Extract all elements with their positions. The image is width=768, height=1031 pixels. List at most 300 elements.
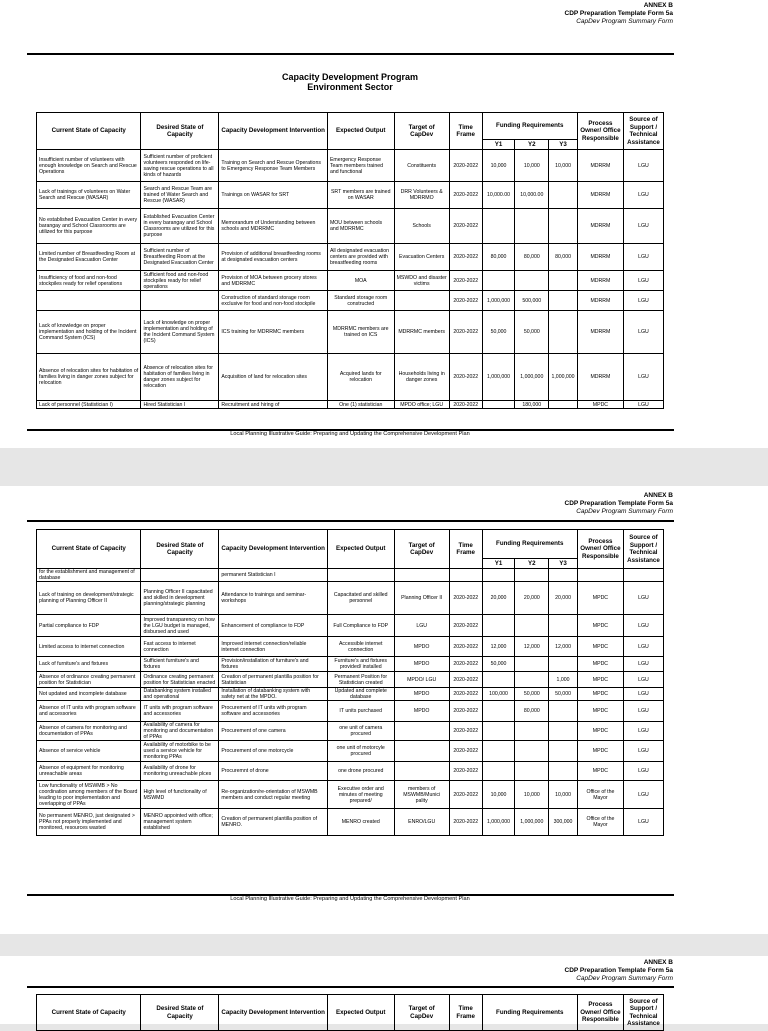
table-cell <box>141 569 219 582</box>
table-cell <box>549 271 578 291</box>
table-cell: Trainings on WASAR for SRT <box>219 182 328 209</box>
table-cell: 12,000 <box>482 637 515 657</box>
col-target: Target of CapDev <box>394 530 449 569</box>
table-cell: 2020-2022 <box>449 244 482 271</box>
table-cell: Attendance to trainings and seminar-workshops <box>219 582 328 615</box>
table-cell: members of MSWMB/Munici pality <box>394 781 449 809</box>
table-cell <box>549 741 578 762</box>
table-cell: MPDC <box>577 637 623 657</box>
col-current-state: Current State of Capacity <box>37 530 141 569</box>
table-cell: 10,000 <box>515 781 549 809</box>
table-cell: Executive order and minutes of meeting prepared/ <box>327 781 394 809</box>
capdev-table-2 <box>36 529 664 836</box>
table-cell <box>482 615 515 637</box>
table-cell: 1,000 <box>549 672 578 688</box>
table-cell: Households living in danger zones <box>394 354 449 401</box>
table-cell: MPDC <box>577 615 623 637</box>
table-cell <box>549 182 578 209</box>
table-cell: Absence of relocation sites for habitation of families living in danger zones subject for relocation <box>37 354 141 401</box>
col-desired-state: Desired State of Capacity <box>141 995 219 1031</box>
table-cell: 80,000 <box>515 244 549 271</box>
table-cell: one drone procured <box>327 762 394 781</box>
table-cell: permanent Statistician I <box>219 569 328 582</box>
table-cell: 2020-2022 <box>449 701 482 722</box>
table-cell: MOU between schools and MDRRMC <box>327 209 394 244</box>
table-cell <box>515 209 549 244</box>
table-cell: Databanking system installed and operational <box>141 688 219 701</box>
col-time-frame: Time Frame <box>449 995 482 1031</box>
table-cell: Enhancement of compliance to FDP <box>219 615 328 637</box>
table-cell: LGU <box>623 291 663 311</box>
table-cell: MPDC <box>577 401 623 409</box>
table-cell: LGU <box>623 741 663 762</box>
table-cell: Lack of trainings of volunteers on Water Search and Rescue (WASAR) <box>37 182 141 209</box>
col-y2: Y2 <box>515 559 549 569</box>
table-cell <box>327 569 394 582</box>
table-cell: LGU <box>623 401 663 409</box>
page-footer: Local Planning Illustrative Guide: Preparing and Updating the Comprehensive Development Plan <box>230 896 470 902</box>
table-cell <box>394 569 449 582</box>
table-cell: 2020-2022 <box>449 291 482 311</box>
col-current-state: Current State of Capacity <box>37 995 141 1031</box>
table-cell: LGU <box>623 311 663 354</box>
table-cell: Re-organization/re-orientation of MSWMB members and conduct regular meeting <box>219 781 328 809</box>
table-cell: MDRRM <box>577 182 623 209</box>
table-cell: 2020-2022 <box>449 657 482 672</box>
table-cell: MDRRMC members are trained on ICS <box>327 311 394 354</box>
table-row <box>37 401 664 409</box>
table-row <box>37 741 664 762</box>
table-row <box>37 582 664 615</box>
col-y2: Y2 <box>515 140 549 150</box>
table-cell: 10,000 <box>515 150 549 182</box>
table-cell: 10,000.00 <box>515 182 549 209</box>
table-cell: 10,000 <box>549 150 578 182</box>
table-cell <box>482 741 515 762</box>
col-current-state: Current State of Capacity <box>37 113 141 150</box>
table-cell: Construction of standard storage room exclusive for food and non-food stockpile <box>219 291 328 311</box>
table-cell: LGU <box>623 688 663 701</box>
table-cell <box>482 672 515 688</box>
table-cell: Established Evacuation Center in every barangay and School Classrooms are utilized for this purpose <box>141 209 219 244</box>
table-row <box>37 615 664 637</box>
table-cell: Planning Officer II capacitated and skilled in development planning/strategic planning <box>141 582 219 615</box>
form-subtitle: CapDev Program Summary Form <box>576 508 673 515</box>
table-cell: ICS training for MDRRMC members <box>219 311 328 354</box>
table-cell: Lack of knowledge on proper implementation and holding of the Incident Command System (ICS) <box>141 311 219 354</box>
table-cell: MPDC <box>577 741 623 762</box>
table-cell: LGU <box>623 809 663 836</box>
table-cell <box>482 401 515 409</box>
table-cell: IT units purchased <box>327 701 394 722</box>
col-source: Source of Support / Technical Assistance <box>623 995 663 1031</box>
table-cell <box>515 672 549 688</box>
table-cell: LGU <box>623 271 663 291</box>
table-cell: Availability of camera for monitoring and documentation of PPAs <box>141 722 219 741</box>
table-cell: Capacitated and skilled personnel <box>327 582 394 615</box>
annex-label: ANNEX B <box>643 492 673 499</box>
header-rule <box>27 520 674 522</box>
table-cell <box>549 657 578 672</box>
table-cell: Standard storage room constructed <box>327 291 394 311</box>
table-cell: 2020-2022 <box>449 582 482 615</box>
table-cell <box>449 569 482 582</box>
col-target: Target of CapDev <box>394 995 449 1031</box>
table-cell <box>394 762 449 781</box>
table-cell: 180,000 <box>515 401 549 409</box>
table-cell: 1,000,000 <box>482 291 515 311</box>
table-cell: No established Evacuation Center in every barangay and School Classrooms are utilized for this purpose <box>37 209 141 244</box>
page-title <box>0 72 700 92</box>
table-cell: 500,000 <box>515 291 549 311</box>
col-desired-state: Desired State of Capacity <box>141 113 219 150</box>
table-row <box>37 688 664 701</box>
table-cell: Insufficiency of food and non-food stockpiles ready for relief operations <box>37 271 141 291</box>
table-cell: 2020-2022 <box>449 722 482 741</box>
col-time-frame: Time Frame <box>449 530 482 569</box>
table-cell: Full Compliance to FDP <box>327 615 394 637</box>
table-cell: LGU <box>623 762 663 781</box>
col-funding: Funding Requirements <box>482 113 577 140</box>
table-cell: Absence of relocation sites for habitation of families living in danger zones subject for relocation <box>141 354 219 401</box>
table-cell: Fast access to internet connection <box>141 637 219 657</box>
table-cell <box>515 741 549 762</box>
table-row <box>37 657 664 672</box>
table-cell: 20,000 <box>515 582 549 615</box>
table-cell <box>394 722 449 741</box>
table-cell <box>515 657 549 672</box>
table-cell: Search and Rescue Team are trained of Water Search and Rescue (WASAR) <box>141 182 219 209</box>
table-cell <box>549 291 578 311</box>
table-cell: Training on Search and Rescue Operations to Emergency Response Team Members <box>219 150 328 182</box>
table-cell: 100,000 <box>482 688 515 701</box>
table-cell <box>394 291 449 311</box>
table-row <box>37 722 664 741</box>
table-cell: Sufficient furniture's and fixtures <box>141 657 219 672</box>
table-cell: 12,000 <box>515 637 549 657</box>
table-cell: LGU <box>623 615 663 637</box>
document-page-1 <box>0 0 768 448</box>
table-cell <box>549 762 578 781</box>
col-owner: Process Owner/ Office Responsible <box>577 530 623 569</box>
col-intervention: Capacity Development Intervention <box>219 995 328 1031</box>
col-expected-output: Expected Output <box>327 530 394 569</box>
annex-block <box>565 492 674 516</box>
col-y1: Y1 <box>482 559 515 569</box>
table-cell: 50,000 <box>482 311 515 354</box>
table-row <box>37 637 664 657</box>
form-subtitle: CapDev Program Summary Form <box>576 18 673 25</box>
document-page-3 <box>0 956 768 1027</box>
table-cell <box>515 722 549 741</box>
col-funding: Funding Requirements <box>482 995 577 1031</box>
table-cell: MOA <box>327 271 394 291</box>
col-owner: Process Owner/ Office Responsible <box>577 113 623 150</box>
table-cell: MPDC <box>577 582 623 615</box>
table-cell: Office of the Mayor <box>577 781 623 809</box>
table-cell: 80,000 <box>515 701 549 722</box>
annex-block <box>565 2 674 26</box>
table-cell: 2020-2022 <box>449 615 482 637</box>
table-cell: Updated and complete database <box>327 688 394 701</box>
table-cell <box>515 271 549 291</box>
table-cell: 10,000 <box>482 781 515 809</box>
table-cell: LGU <box>623 182 663 209</box>
table-cell: Accessible internet connection <box>327 637 394 657</box>
col-source: Source of Support / Technical Assistance <box>623 113 663 150</box>
capdev-table-1 <box>36 112 664 409</box>
table-cell: Constituents <box>394 150 449 182</box>
annex-label: ANNEX B <box>643 959 673 966</box>
table-cell: MDRRM <box>577 311 623 354</box>
table-cell: Lack of furniture's and fixtures <box>37 657 141 672</box>
table-cell: 2020-2022 <box>449 354 482 401</box>
col-desired-state: Desired State of Capacity <box>141 530 219 569</box>
table-cell: one unit of motorcyle procured <box>327 741 394 762</box>
table-cell: Schools <box>394 209 449 244</box>
table-cell: Acquired lands for relocation <box>327 354 394 401</box>
table-cell: Ordinance creating permanent position for Statistician enacted <box>141 672 219 688</box>
table-cell: Absence of equipment for monitoring unreachable areas <box>37 762 141 781</box>
table-cell: 1,000,000 <box>515 809 549 836</box>
table-cell: Memorandum of Understanding between schools and MDRRMC <box>219 209 328 244</box>
table-row <box>37 672 664 688</box>
table-cell: MPDO <box>394 637 449 657</box>
table-cell <box>549 209 578 244</box>
table-cell: MDRRM <box>577 209 623 244</box>
table-cell: Sufficient number of proficient volunteers responded on life-saving rescue operations to all kinds of hazards <box>141 150 219 182</box>
table-cell: 2020-2022 <box>449 741 482 762</box>
table-cell: Absence of service vehicle <box>37 741 141 762</box>
table-cell: 2020-2022 <box>449 271 482 291</box>
table-cell: 12,000 <box>549 637 578 657</box>
table-cell <box>482 762 515 781</box>
table-cell: 50,000 <box>549 688 578 701</box>
table-cell: MENRO created <box>327 809 394 836</box>
table-cell: Provision of MOA between grocery stores and MDRRMC <box>219 271 328 291</box>
table-row <box>37 271 664 291</box>
table-cell: Sufficient food and non-food stockpiles ready for relief operations <box>141 271 219 291</box>
title-line-2: Environment Sector <box>307 82 393 92</box>
table-cell: 2020-2022 <box>449 688 482 701</box>
table-cell: LGU <box>623 150 663 182</box>
table-cell: MDRRM <box>577 291 623 311</box>
table-cell: MDRRMC members <box>394 311 449 354</box>
table-cell: MPDO office; LGU <box>394 401 449 409</box>
table-row <box>37 762 664 781</box>
table-cell: LGU <box>623 781 663 809</box>
table-cell <box>515 762 549 781</box>
annex-block <box>565 959 674 983</box>
table-cell <box>482 209 515 244</box>
table-cell: MSWDO and disaster victims <box>394 271 449 291</box>
table-cell: Not updated and incomplete database <box>37 688 141 701</box>
table-body-2 <box>37 569 664 836</box>
table-cell: LGU <box>623 209 663 244</box>
col-expected-output: Expected Output <box>327 995 394 1031</box>
table-cell: Procurement of one motorcycle <box>219 741 328 762</box>
table-cell: MENRO appointed with office; management system established <box>141 809 219 836</box>
table-cell: Insufficient number of volunteers with enough knowledge on Search and Rescue Operations <box>37 150 141 182</box>
table-cell: MPDC <box>577 657 623 672</box>
table-cell: MPDO <box>394 657 449 672</box>
table-cell: 2020-2022 <box>449 150 482 182</box>
table-cell: Limited number of Breastfeeding Room at the Designated Evacuation Center <box>37 244 141 271</box>
table-cell: MDRRM <box>577 354 623 401</box>
table-cell: Evacuation Centers <box>394 244 449 271</box>
table-cell: Furniture's and fixtures provided/ installed <box>327 657 394 672</box>
col-target: Target of CapDev <box>394 113 449 150</box>
table-cell: Provision of additional breastfeeding rooms at designated evacuation centers <box>219 244 328 271</box>
table-row <box>37 809 664 836</box>
table-cell: MDRRM <box>577 150 623 182</box>
table-cell <box>549 401 578 409</box>
table-cell <box>623 569 663 582</box>
table-cell: LGU <box>623 657 663 672</box>
annex-label: ANNEX B <box>643 2 673 9</box>
table-cell: LGU <box>623 582 663 615</box>
table-cell <box>482 701 515 722</box>
table-cell: Absence of ordinance creating permanent position for Statistician <box>37 672 141 688</box>
table-row <box>37 209 664 244</box>
title-line-1: Capacity Development Program <box>281 72 419 82</box>
table-row <box>37 569 664 582</box>
table-row <box>37 291 664 311</box>
table-row <box>37 311 664 354</box>
table-cell: MPDC <box>577 722 623 741</box>
table-cell: 2020-2022 <box>449 209 482 244</box>
table-cell: 10,000.00 <box>482 182 515 209</box>
table-cell: MPDC <box>577 688 623 701</box>
col-intervention: Capacity Development Intervention <box>219 530 328 569</box>
table-cell <box>577 569 623 582</box>
table-cell <box>482 271 515 291</box>
table-cell: Sufficient number of Breastfeeding Room at the Designated Evacuation Center <box>141 244 219 271</box>
table-cell: Procuremnt of drone <box>219 762 328 781</box>
table-cell: 2020-2022 <box>449 182 482 209</box>
table-cell <box>515 569 549 582</box>
table-cell: Availability of drone for monitoring unreachable plces <box>141 762 219 781</box>
table-cell: Provision/installation of furniture's and fixtures <box>219 657 328 672</box>
table-row <box>37 150 664 182</box>
table-cell: No permanent MENRO, just designated > PPAs not properly implemented and monitored, resources wasted <box>37 809 141 836</box>
table-cell: for the establishment and management of database <box>37 569 141 582</box>
table-cell <box>141 291 219 311</box>
table-cell: 2020-2022 <box>449 401 482 409</box>
table-cell: 20,000 <box>482 582 515 615</box>
table-cell: Hired Statistician I <box>141 401 219 409</box>
table-cell: 50,000 <box>482 657 515 672</box>
table-cell: LGU <box>623 701 663 722</box>
table-cell: Partial compliance to FDP <box>37 615 141 637</box>
table-cell: Procurement of one camera <box>219 722 328 741</box>
table-cell: DRR Volunteers & MDRRMO <box>394 182 449 209</box>
document-page-2 <box>0 486 768 934</box>
header-rule <box>27 53 674 55</box>
table-cell: MPDO <box>394 688 449 701</box>
table-cell: MPDO <box>394 701 449 722</box>
table-row <box>37 244 664 271</box>
table-row <box>37 701 664 722</box>
table-cell: Lack of knowledge on proper implementation and holding of the Incident Command System (ICS) <box>37 311 141 354</box>
table-cell: Lack of personnel (Statistician I) <box>37 401 141 409</box>
table-cell: One (1) statistician <box>327 401 394 409</box>
table-cell: LGU <box>623 637 663 657</box>
table-cell: LGU <box>623 722 663 741</box>
table-cell: Creation of permanent plantilla position for Statistician <box>219 672 328 688</box>
table-cell: 1,000,000 <box>515 354 549 401</box>
table-cell <box>549 569 578 582</box>
col-source: Source of Support / Technical Assistance <box>623 530 663 569</box>
page-footer: Local Planning Illustrative Guide: Preparing and Updating the Comprehensive Development Plan <box>230 431 470 437</box>
table-cell <box>482 722 515 741</box>
table-cell <box>549 722 578 741</box>
table-cell: LGU <box>623 354 663 401</box>
table-row <box>37 354 664 401</box>
table-cell: Lack of training on development/strategic planning of Planning Officer II <box>37 582 141 615</box>
col-owner: Process Owner/ Office Responsible <box>577 995 623 1031</box>
table-cell: 2020-2022 <box>449 762 482 781</box>
table-cell <box>482 569 515 582</box>
table-cell: Recruitment and hiring of <box>219 401 328 409</box>
table-cell: Planning Officer II <box>394 582 449 615</box>
table-cell: 2020-2022 <box>449 781 482 809</box>
table-cell: 50,000 <box>515 688 549 701</box>
col-time-frame: Time Frame <box>449 113 482 150</box>
table-body-1 <box>37 150 664 409</box>
table-cell: Creation of permanent plantilla position of MENRO. <box>219 809 328 836</box>
table-cell: All designated evacuation centers are provided with breastfeeding rooms <box>327 244 394 271</box>
table-cell: MDRRM <box>577 244 623 271</box>
table-cell: 80,000 <box>549 244 578 271</box>
form-subtitle: CapDev Program Summary Form <box>576 975 673 982</box>
table-cell: Improved transparency on how the LGU budget is managed, disbursed and used <box>141 615 219 637</box>
table-cell: LGU <box>623 672 663 688</box>
col-intervention: Capacity Development Intervention <box>219 113 328 150</box>
table-cell: 10,000 <box>549 781 578 809</box>
table-cell <box>37 291 141 311</box>
table-cell: Improved internet connection/reliable internet connection <box>219 637 328 657</box>
table-cell: Permanent Position for Statistician created <box>327 672 394 688</box>
form-label: CDP Preparation Template Form 5a <box>564 500 673 507</box>
table-cell: Installation of databanking system with safety net at the MPDO. <box>219 688 328 701</box>
col-y3: Y3 <box>549 559 578 569</box>
table-cell: MDRRM <box>577 271 623 291</box>
table-cell: MPDC <box>577 762 623 781</box>
table-cell: 2020-2022 <box>449 809 482 836</box>
table-cell: MPDC <box>577 701 623 722</box>
table-cell: LGU <box>394 615 449 637</box>
table-cell: 2020-2022 <box>449 637 482 657</box>
table-row <box>37 182 664 209</box>
table-cell <box>394 741 449 762</box>
table-cell: ENRO/LGU <box>394 809 449 836</box>
table-cell: MPDC <box>577 672 623 688</box>
table-cell: 80,000 <box>482 244 515 271</box>
col-y1: Y1 <box>482 140 515 150</box>
table-cell: 1,000,000 <box>482 809 515 836</box>
table-cell: Limited access to internet connection <box>37 637 141 657</box>
table-cell <box>549 311 578 354</box>
table-cell <box>549 615 578 637</box>
table-cell: Availability of motorbike to be used a service vehicle for monitoring PPAs <box>141 741 219 762</box>
table-cell: 50,000 <box>515 311 549 354</box>
table-cell: 300,000 <box>549 809 578 836</box>
table-cell: IT units with program software and accessories <box>141 701 219 722</box>
form-label: CDP Preparation Template Form 5a <box>564 967 673 974</box>
table-cell <box>549 701 578 722</box>
table-cell: Office of the Mayor <box>577 809 623 836</box>
